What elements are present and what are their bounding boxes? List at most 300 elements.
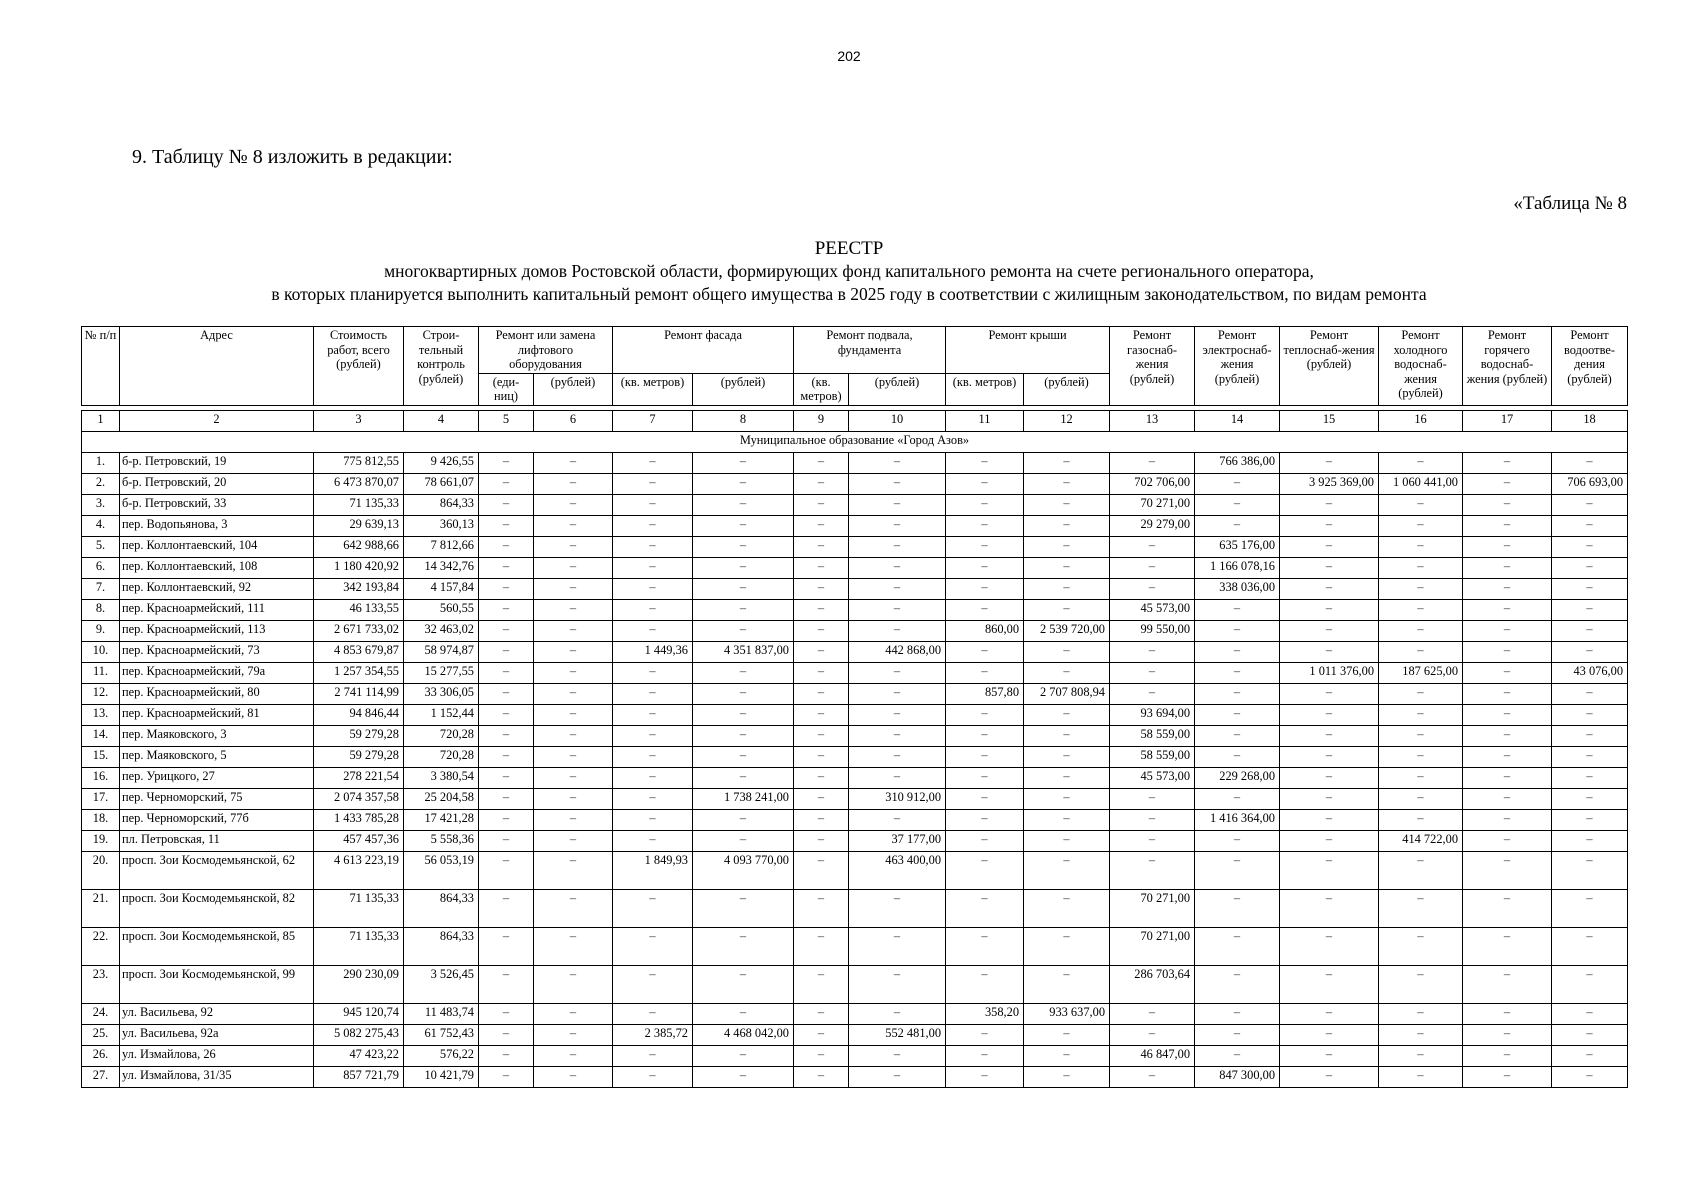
value-cell: 46 133,55 <box>314 599 404 620</box>
value-cell: – <box>1552 725 1628 746</box>
value-cell: – <box>693 620 794 641</box>
value-cell: – <box>613 809 693 830</box>
value-cell: – <box>946 662 1024 683</box>
value-cell: 58 559,00 <box>1110 746 1195 767</box>
value-cell: 10 421,79 <box>404 1066 479 1087</box>
value-cell: – <box>1379 809 1463 830</box>
value-cell: – <box>1024 1066 1110 1087</box>
value-cell: – <box>1379 557 1463 578</box>
value-cell: – <box>1552 599 1628 620</box>
value-cell: – <box>479 746 534 767</box>
column-number-cell: 18 <box>1552 410 1628 431</box>
value-cell: – <box>693 809 794 830</box>
header-roof: Ремонт крыши <box>946 327 1110 374</box>
value-cell: – <box>794 557 849 578</box>
value-cell: 59 279,28 <box>314 746 404 767</box>
value-cell: – <box>1280 641 1379 662</box>
row-number-cell: 3. <box>82 494 120 515</box>
value-cell: 706 693,00 <box>1552 473 1628 494</box>
table-row <box>82 725 1628 746</box>
value-cell: – <box>1110 788 1195 809</box>
value-cell: – <box>1379 683 1463 704</box>
value-cell: – <box>849 704 946 725</box>
column-number-cell: 7 <box>613 410 693 431</box>
value-cell: – <box>479 1024 534 1045</box>
header-elevator-units: (еди-ниц) <box>479 373 534 405</box>
address-cell: пер. Красноармейский, 81 <box>120 704 314 725</box>
value-cell: – <box>946 494 1024 515</box>
table-row <box>82 1003 1628 1024</box>
header-basement-rubles: (рублей) <box>849 373 946 405</box>
value-cell: 338 036,00 <box>1195 578 1280 599</box>
value-cell: – <box>1110 578 1195 599</box>
value-cell: – <box>534 1066 613 1087</box>
value-cell: – <box>1024 830 1110 851</box>
value-cell: 933 637,00 <box>1024 1003 1110 1024</box>
value-cell: – <box>1195 494 1280 515</box>
header-row-top <box>82 327 1628 374</box>
column-number-cell: 12 <box>1024 410 1110 431</box>
address-cell: просп. Зои Космодемьянской, 62 <box>120 851 314 889</box>
address-cell: пер. Красноармейский, 80 <box>120 683 314 704</box>
value-cell: – <box>693 1066 794 1087</box>
value-cell: – <box>1463 662 1552 683</box>
row-number-cell: 10. <box>82 641 120 662</box>
value-cell: – <box>1552 927 1628 965</box>
value-cell: – <box>946 1066 1024 1087</box>
value-cell: – <box>1463 1045 1552 1066</box>
address-cell: пер. Красноармейский, 113 <box>120 620 314 641</box>
register-subtitle-line2: в которых планируется выполнить капитальный ремонт общего имущества в 2025 году в соответствии с жилищным законодательством, по видам ремонта <box>271 284 1427 304</box>
value-cell: – <box>1463 557 1552 578</box>
value-cell: – <box>1552 788 1628 809</box>
value-cell: – <box>1280 746 1379 767</box>
value-cell: – <box>693 1045 794 1066</box>
value-cell: 576,22 <box>404 1045 479 1066</box>
value-cell: 2 074 357,58 <box>314 788 404 809</box>
header-heat: Ремонт теплоснаб-жения (рублей) <box>1280 327 1379 406</box>
value-cell: – <box>1552 1003 1628 1024</box>
value-cell: – <box>613 452 693 473</box>
value-cell: – <box>1280 704 1379 725</box>
value-cell: – <box>1110 452 1195 473</box>
value-cell: – <box>849 662 946 683</box>
value-cell: – <box>1463 851 1552 889</box>
value-cell: – <box>1552 1045 1628 1066</box>
value-cell: – <box>534 830 613 851</box>
value-cell: – <box>946 746 1024 767</box>
table-row <box>82 557 1628 578</box>
table-row <box>82 473 1628 494</box>
value-cell: – <box>849 927 946 965</box>
value-cell: – <box>1379 452 1463 473</box>
value-cell: – <box>849 494 946 515</box>
value-cell: – <box>534 494 613 515</box>
value-cell: 71 135,33 <box>314 494 404 515</box>
value-cell: – <box>1379 515 1463 536</box>
row-number-cell: 22. <box>82 927 120 965</box>
value-cell: – <box>1024 746 1110 767</box>
value-cell: – <box>534 557 613 578</box>
value-cell: – <box>534 578 613 599</box>
value-cell: – <box>794 788 849 809</box>
header-construction-control: Строи-тельный контроль (рублей) <box>404 327 479 406</box>
value-cell: – <box>946 452 1024 473</box>
value-cell: – <box>1463 830 1552 851</box>
value-cell: – <box>613 515 693 536</box>
value-cell: – <box>479 927 534 965</box>
column-number-cell: 14 <box>1195 410 1280 431</box>
address-cell: пер. Красноармейский, 111 <box>120 599 314 620</box>
table-row <box>82 927 1628 965</box>
address-cell: пер. Коллонтаевский, 108 <box>120 557 314 578</box>
address-cell: ул. Васильева, 92 <box>120 1003 314 1024</box>
value-cell: 457 457,36 <box>314 830 404 851</box>
value-cell: – <box>1280 557 1379 578</box>
column-number-cell: 11 <box>946 410 1024 431</box>
value-cell: 4 468 042,00 <box>693 1024 794 1045</box>
row-number-cell: 2. <box>82 473 120 494</box>
header-hot-water: Ремонт горячего водоснаб-жения (рублей) <box>1463 327 1552 406</box>
value-cell: – <box>1280 599 1379 620</box>
value-cell: – <box>946 1045 1024 1066</box>
value-cell: – <box>1463 1066 1552 1087</box>
value-cell: – <box>1463 725 1552 746</box>
value-cell: – <box>479 965 534 1003</box>
value-cell: – <box>1552 1066 1628 1087</box>
value-cell: – <box>479 599 534 620</box>
value-cell: 71 135,33 <box>314 927 404 965</box>
value-cell: – <box>613 494 693 515</box>
value-cell: – <box>1379 641 1463 662</box>
column-number-cell: 5 <box>479 410 534 431</box>
value-cell: – <box>1195 620 1280 641</box>
value-cell: – <box>534 662 613 683</box>
value-cell: – <box>1195 515 1280 536</box>
value-cell: – <box>946 599 1024 620</box>
value-cell: – <box>849 536 946 557</box>
value-cell: – <box>1379 704 1463 725</box>
value-cell: – <box>1280 1045 1379 1066</box>
value-cell: 29 279,00 <box>1110 515 1195 536</box>
value-cell: 32 463,02 <box>404 620 479 641</box>
value-cell: – <box>479 1045 534 1066</box>
value-cell: 310 912,00 <box>849 788 946 809</box>
value-cell: – <box>1110 536 1195 557</box>
value-cell: – <box>1463 889 1552 927</box>
value-cell: – <box>794 927 849 965</box>
page-number: 202 <box>837 48 861 64</box>
header-facade-sqm: (кв. метров) <box>613 373 693 405</box>
table-row <box>82 1045 1628 1066</box>
value-cell: – <box>849 965 946 1003</box>
value-cell: 1 738 241,00 <box>693 788 794 809</box>
address-cell: б-р. Петровский, 19 <box>120 452 314 473</box>
value-cell: – <box>479 725 534 746</box>
row-number-cell: 7. <box>82 578 120 599</box>
value-cell: – <box>1280 1024 1379 1045</box>
address-cell: просп. Зои Космодемьянской, 82 <box>120 889 314 927</box>
value-cell: – <box>1379 536 1463 557</box>
column-number-cell: 10 <box>849 410 946 431</box>
value-cell: 286 703,64 <box>1110 965 1195 1003</box>
address-cell: пер. Маяковского, 5 <box>120 746 314 767</box>
address-cell: просп. Зои Космодемьянской, 99 <box>120 965 314 1003</box>
address-cell: ул. Васильева, 92а <box>120 1024 314 1045</box>
value-cell: 37 177,00 <box>849 830 946 851</box>
value-cell: – <box>1110 830 1195 851</box>
row-number-cell: 15. <box>82 746 120 767</box>
value-cell: – <box>1195 788 1280 809</box>
value-cell: – <box>1379 851 1463 889</box>
value-cell: – <box>534 1045 613 1066</box>
value-cell: – <box>794 452 849 473</box>
value-cell: – <box>1280 725 1379 746</box>
value-cell: – <box>794 965 849 1003</box>
value-cell: – <box>1195 725 1280 746</box>
value-cell: 17 421,28 <box>404 809 479 830</box>
header-facade: Ремонт фасада <box>613 327 794 374</box>
value-cell: – <box>946 965 1024 1003</box>
value-cell: – <box>479 515 534 536</box>
column-number-row <box>82 410 1628 431</box>
value-cell: – <box>794 599 849 620</box>
value-cell: – <box>1195 473 1280 494</box>
value-cell: – <box>613 1003 693 1024</box>
value-cell: – <box>1024 725 1110 746</box>
value-cell: – <box>1280 620 1379 641</box>
table-row <box>82 452 1628 473</box>
value-cell: 7 812,66 <box>404 536 479 557</box>
value-cell: – <box>794 767 849 788</box>
value-cell: – <box>1463 620 1552 641</box>
value-cell: – <box>794 515 849 536</box>
value-cell: 1 416 364,00 <box>1195 809 1280 830</box>
value-cell: – <box>849 515 946 536</box>
value-cell: 70 271,00 <box>1110 889 1195 927</box>
value-cell: – <box>946 851 1024 889</box>
header-electric: Ремонт электроснаб-жения (рублей) <box>1195 327 1280 406</box>
table-row <box>82 767 1628 788</box>
value-cell: 442 868,00 <box>849 641 946 662</box>
table-row <box>82 515 1628 536</box>
value-cell: 70 271,00 <box>1110 927 1195 965</box>
value-cell: – <box>1280 767 1379 788</box>
value-cell: – <box>1280 578 1379 599</box>
header-basement: Ремонт подвала, фундамента <box>794 327 946 374</box>
value-cell: – <box>534 536 613 557</box>
value-cell: – <box>479 851 534 889</box>
row-number-cell: 8. <box>82 599 120 620</box>
value-cell: – <box>1463 494 1552 515</box>
value-cell: – <box>794 1045 849 1066</box>
value-cell: – <box>794 1066 849 1087</box>
value-cell: 1 060 441,00 <box>1379 473 1463 494</box>
value-cell: 635 176,00 <box>1195 536 1280 557</box>
value-cell: – <box>1195 746 1280 767</box>
value-cell: – <box>1552 494 1628 515</box>
value-cell: – <box>1463 965 1552 1003</box>
value-cell: – <box>534 515 613 536</box>
header-num: № п/п <box>82 327 120 406</box>
value-cell: – <box>534 452 613 473</box>
table-row <box>82 683 1628 704</box>
address-cell: пер. Коллонтаевский, 92 <box>120 578 314 599</box>
value-cell: – <box>534 788 613 809</box>
value-cell: – <box>946 557 1024 578</box>
value-cell: – <box>479 536 534 557</box>
value-cell: 15 277,55 <box>404 662 479 683</box>
header-basement-sqm: (кв. метров) <box>794 373 849 405</box>
value-cell: – <box>613 746 693 767</box>
column-number-cell: 4 <box>404 410 479 431</box>
table-row <box>82 788 1628 809</box>
value-cell: 857,80 <box>946 683 1024 704</box>
value-cell: 864,33 <box>404 494 479 515</box>
value-cell: 1 433 785,28 <box>314 809 404 830</box>
value-cell: – <box>849 1066 946 1087</box>
value-cell: 78 661,07 <box>404 473 479 494</box>
value-cell: 860,00 <box>946 620 1024 641</box>
value-cell: – <box>534 620 613 641</box>
table-row <box>82 1024 1628 1045</box>
value-cell: – <box>613 662 693 683</box>
row-number-cell: 17. <box>82 788 120 809</box>
value-cell: – <box>794 1003 849 1024</box>
value-cell: – <box>794 536 849 557</box>
value-cell: – <box>1195 1045 1280 1066</box>
value-cell: 6 473 870,07 <box>314 473 404 494</box>
value-cell: 463 400,00 <box>849 851 946 889</box>
value-cell: 14 342,76 <box>404 557 479 578</box>
row-number-cell: 6. <box>82 557 120 578</box>
table-row <box>82 1066 1628 1087</box>
value-cell: 864,33 <box>404 889 479 927</box>
value-cell: – <box>794 830 849 851</box>
value-cell: – <box>479 683 534 704</box>
value-cell: – <box>693 725 794 746</box>
value-cell: – <box>693 515 794 536</box>
address-cell: пер. Черноморский, 75 <box>120 788 314 809</box>
value-cell: – <box>946 536 1024 557</box>
row-number-cell: 27. <box>82 1066 120 1087</box>
intro-text: 9. Таблицу № 8 изложить в редакции: <box>132 146 453 168</box>
row-number-cell: 9. <box>82 620 120 641</box>
value-cell: – <box>613 767 693 788</box>
value-cell: – <box>534 965 613 1003</box>
address-cell: пер. Маяковского, 3 <box>120 725 314 746</box>
row-number-cell: 18. <box>82 809 120 830</box>
column-number-cell: 6 <box>534 410 613 431</box>
value-cell: 93 694,00 <box>1110 704 1195 725</box>
value-cell: – <box>1379 725 1463 746</box>
value-cell: – <box>1552 704 1628 725</box>
value-cell: – <box>1195 662 1280 683</box>
value-cell: – <box>1024 557 1110 578</box>
column-number-cell: 15 <box>1280 410 1379 431</box>
value-cell: – <box>693 494 794 515</box>
value-cell: – <box>1379 965 1463 1003</box>
value-cell: – <box>794 725 849 746</box>
value-cell: – <box>1552 641 1628 662</box>
value-cell: 43 076,00 <box>1552 662 1628 683</box>
row-number-cell: 25. <box>82 1024 120 1045</box>
value-cell: – <box>693 599 794 620</box>
value-cell: – <box>1280 809 1379 830</box>
value-cell: 99 550,00 <box>1110 620 1195 641</box>
value-cell: – <box>693 662 794 683</box>
value-cell: – <box>1379 599 1463 620</box>
value-cell: – <box>1379 494 1463 515</box>
value-cell: – <box>693 452 794 473</box>
value-cell: – <box>479 578 534 599</box>
column-number-cell: 9 <box>794 410 849 431</box>
value-cell: – <box>946 704 1024 725</box>
value-cell: – <box>1195 965 1280 1003</box>
header-address: Адрес <box>120 327 314 406</box>
value-cell: – <box>1379 767 1463 788</box>
value-cell: – <box>1552 578 1628 599</box>
row-number-cell: 23. <box>82 965 120 1003</box>
table-row <box>82 599 1628 620</box>
value-cell: 47 423,22 <box>314 1045 404 1066</box>
value-cell: – <box>1379 1024 1463 1045</box>
value-cell: – <box>1552 557 1628 578</box>
value-cell: – <box>534 927 613 965</box>
value-cell: – <box>794 851 849 889</box>
value-cell: – <box>1195 1003 1280 1024</box>
header-cost-total: Стоимость работ, всего (рублей) <box>314 327 404 406</box>
value-cell: – <box>794 809 849 830</box>
value-cell: – <box>1379 1045 1463 1066</box>
value-cell: – <box>693 1003 794 1024</box>
value-cell: 71 135,33 <box>314 889 404 927</box>
value-cell: – <box>693 578 794 599</box>
table-body <box>82 405 1628 1087</box>
value-cell: – <box>1280 494 1379 515</box>
value-cell: – <box>1024 599 1110 620</box>
value-cell: – <box>1463 809 1552 830</box>
value-cell: – <box>1379 1003 1463 1024</box>
value-cell: – <box>946 578 1024 599</box>
value-cell: – <box>1552 809 1628 830</box>
value-cell: – <box>479 473 534 494</box>
value-cell: – <box>613 725 693 746</box>
value-cell: – <box>1280 1066 1379 1087</box>
value-cell: – <box>1379 620 1463 641</box>
value-cell: – <box>613 557 693 578</box>
value-cell: – <box>849 452 946 473</box>
table-row <box>82 704 1628 725</box>
table-row <box>82 746 1628 767</box>
value-cell: – <box>946 1024 1024 1045</box>
value-cell: – <box>613 889 693 927</box>
value-cell: – <box>1110 1066 1195 1087</box>
value-cell: – <box>1024 1024 1110 1045</box>
value-cell: 2 741 114,99 <box>314 683 404 704</box>
address-cell: пер. Черноморский, 77б <box>120 809 314 830</box>
value-cell: – <box>613 599 693 620</box>
value-cell: – <box>534 889 613 927</box>
row-number-cell: 20. <box>82 851 120 889</box>
value-cell: – <box>1024 767 1110 788</box>
value-cell: – <box>693 557 794 578</box>
value-cell: – <box>1463 536 1552 557</box>
value-cell: – <box>534 599 613 620</box>
value-cell: – <box>693 473 794 494</box>
value-cell: – <box>946 927 1024 965</box>
value-cell: 1 449,36 <box>613 641 693 662</box>
